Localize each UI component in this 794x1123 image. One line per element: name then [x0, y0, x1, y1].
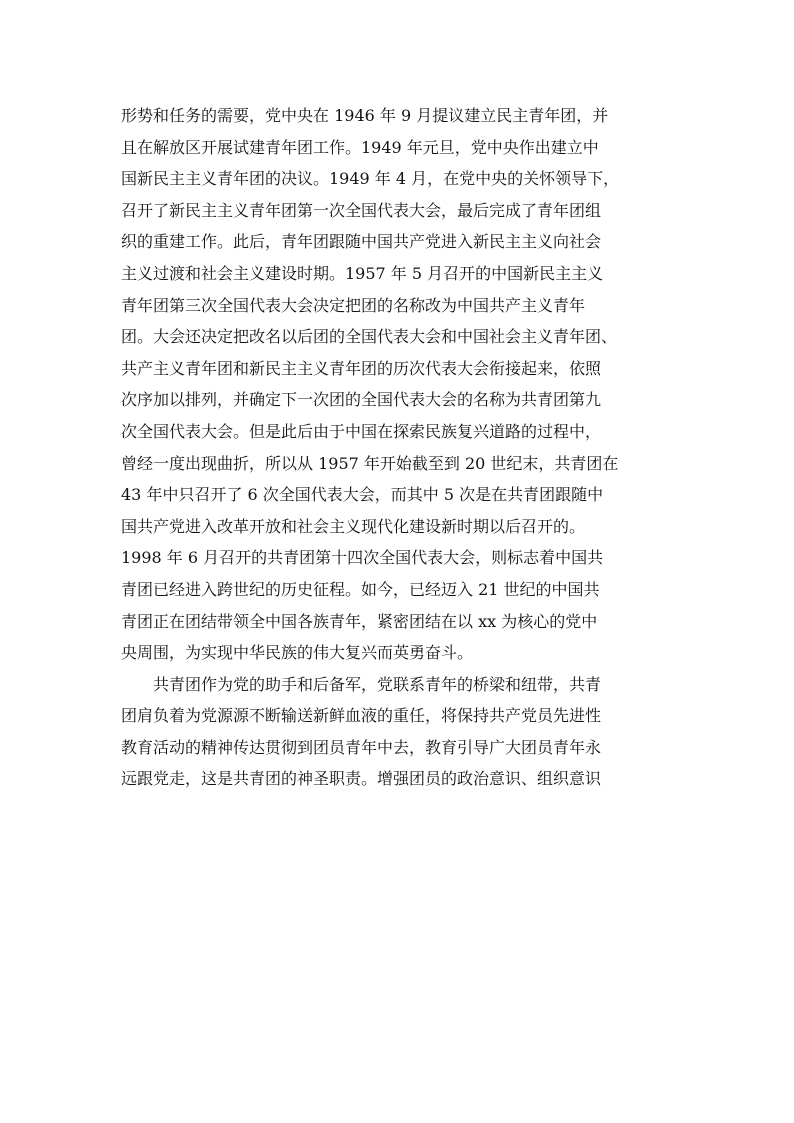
text-line: 青团正在团结带领全中国各族青年，紧密团结在以 xx 为核心的党中 [121, 611, 598, 631]
text-line: 形势和任务的需要，党中央在 1946 年 9 月提议建立民主青年团，并 [121, 106, 609, 125]
text-line: 43 年中只召开了 6 次全国代表大会，而其中 5 次是在共青团跟随中 [121, 485, 604, 505]
text-line: 国共产党进入改革开放和社会主义现代化建设新时期以后召开的。 [121, 516, 586, 536]
body-text [121, 100, 681, 795]
paragraph-start-line: 共青团作为党的助手和后备军，党联系青年的桥梁和纽带，共青 [153, 674, 602, 694]
text-line: 国新民主主义青年团的决议。1949 年 4 月，在党中央的关怀领导下， [121, 169, 620, 189]
text-line: 织的重建工作。此后，青年团跟随中国共产党进入新民主主义向社会 [121, 232, 602, 252]
text-line: 共产主义青年团和新民主主义青年团的历次代表大会衔接起来，依照 [121, 358, 602, 378]
text-line: 团。大会还决定把改名以后团的全国代表大会和中国社会主义青年团、 [121, 327, 618, 347]
text-line: 团肩负着为党源源不断输送新鲜血液的重任，将保持共产党员先进性 [121, 706, 602, 726]
text-line: 教育活动的精神传达贯彻到团员青年中去，教育引导广大团员青年永 [121, 737, 602, 757]
text-line: 且在解放区开展试建青年团工作。1949 年元旦，党中央作出建立中 [121, 137, 599, 157]
text-line: 次序加以排列，并确定下一次团的全国代表大会的名称为共青团第九 [121, 390, 602, 410]
text-line: 青年团第三次全国代表大会决定把团的名称改为中国共产主义青年 [121, 295, 586, 315]
text-line: 次全国代表大会。但是此后由于中国在探索民族复兴道路的过程中， [121, 421, 602, 441]
text-line: 曾经一度出现曲折，所以从 1957 年开始截至到 20 世纪末，共青团在 [121, 453, 619, 473]
text-line: 远跟党走，这是共青团的神圣职责。增强团员的政治意识、组织意识 [121, 769, 602, 789]
text-line: 1998 年 6 月召开的共青团第十四次全国代表大会，则标志着中国共 [121, 548, 604, 568]
text-line: 召开了新民主主义青年团第一次全国代表大会，最后完成了青年团组 [121, 200, 602, 220]
text-line: 主义过渡和社会主义建设时期。1957 年 5 月召开的中国新民主主义 [121, 263, 604, 283]
text-line: 青团已经进入跨世纪的历史征程。如今，已经迈入 21 世纪的中国共 [121, 579, 600, 599]
text-line: 央周围，为实现中华民族的伟大复兴而英勇奋斗。 [121, 643, 474, 663]
